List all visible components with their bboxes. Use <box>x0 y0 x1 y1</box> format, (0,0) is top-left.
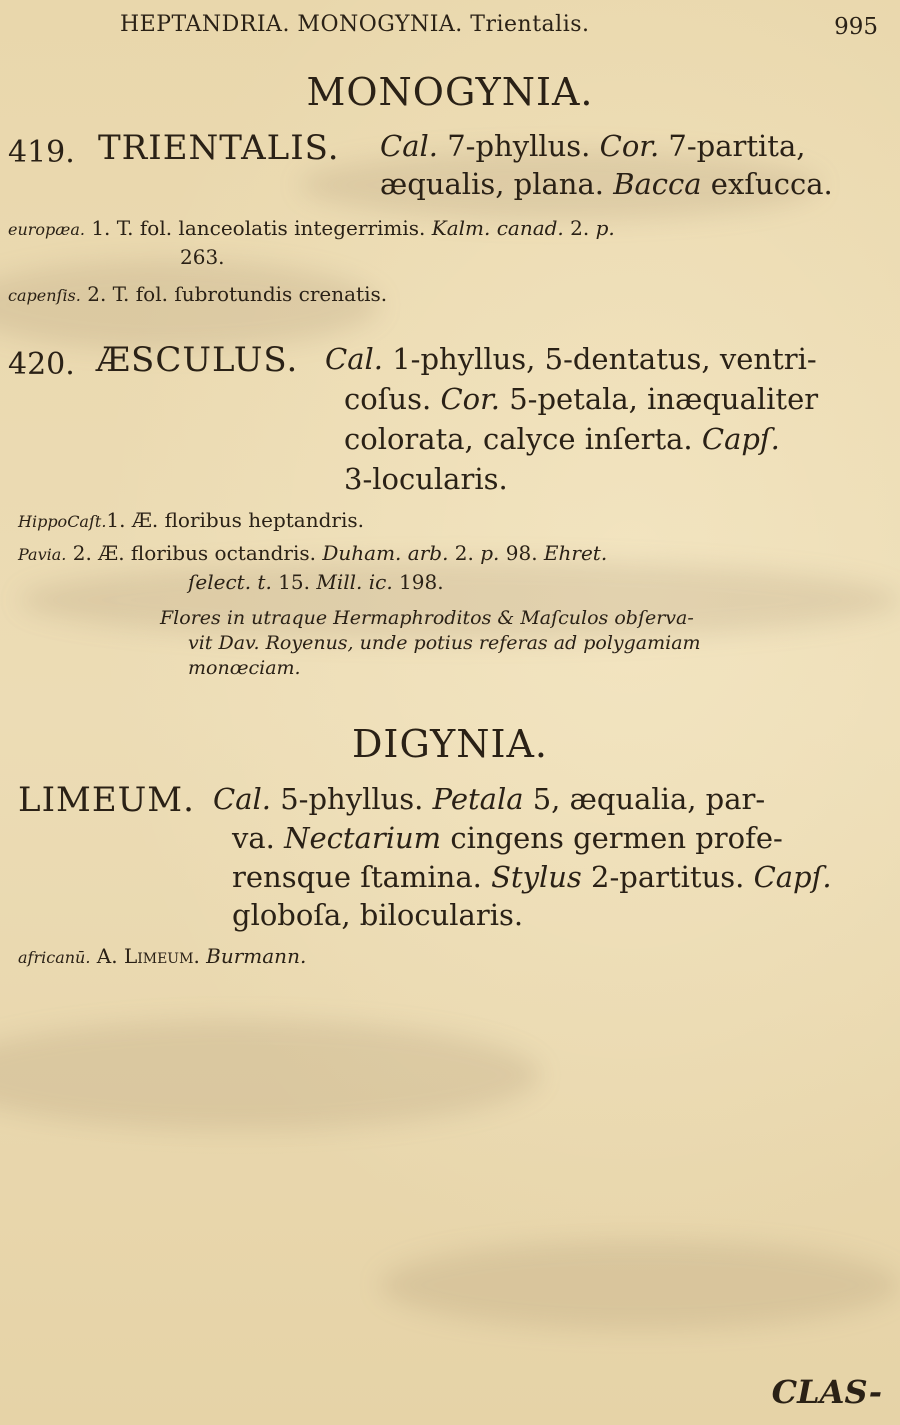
genus-trientalis: TRIENTALIS. <box>98 128 340 168</box>
aesculus-desc-line4: 3-locularis. <box>344 462 508 496</box>
aesculus-desc-line3: colorata, calyce inſerta. Capſ. <box>344 422 780 456</box>
species-hippocastanum: HippoCaſt.1. Æ. floribus heptandris. <box>18 508 364 532</box>
limeum-desc-line1: Cal. 5-phyllus. Petala 5, æqualia, par- <box>213 782 766 816</box>
paper-stain <box>0 1020 540 1130</box>
page-number: 995 <box>834 14 878 40</box>
section-title-monogynia: MONOGYNIA. <box>306 70 594 114</box>
catchword: CLAS- <box>771 1373 882 1411</box>
aesculus-desc-line1: Cal. 1-phyllus, 5-dentatus, ventri- <box>325 342 817 376</box>
aesculus-note-line1: Flores in utraque Hermaphroditos & Maſculos obſerva- <box>160 607 694 629</box>
section-title-digynia: DIGYNIA. <box>351 722 549 766</box>
trientalis-desc-line1: Cal. 7-phyllus. Cor. 7-partita, <box>380 129 806 163</box>
genus-aesculus: ÆSCULUS. <box>96 340 299 380</box>
running-header: HEPTANDRIA. MONOGYNIA. Trientalis. <box>120 12 590 37</box>
aesculus-note-line3: monœciam. <box>188 657 301 679</box>
species-pavia-continuation: ſelect. t. 15. Mill. ic. 198. <box>188 570 444 594</box>
limeum-desc-line4: globoſa, bilocularis. <box>232 898 524 932</box>
entry-number-419: 419. <box>8 135 75 170</box>
limeum-desc-line3: rensque ſtamina. Stylus 2-partitus. Capſ. <box>232 860 832 894</box>
species-pavia: Pavia. 2. Æ. floribus octandris. Duham. arb. 2. p. 98. Ehret. <box>18 541 608 565</box>
species-africanum: africanū. A. Limeum. Burmann. <box>18 944 307 968</box>
entry-number-420: 420. <box>8 347 75 382</box>
paper-stain <box>380 1240 900 1330</box>
species-capensis: capenſis. 2. T. fol. ſubrotundis crenatis. <box>8 282 388 306</box>
aesculus-desc-line2: coſus. Cor. 5-petala, inæqualiter <box>344 382 819 416</box>
trientalis-desc-line2: æqualis, plana. Bacca exſucca. <box>380 167 833 201</box>
species-europaea-continuation: 263. <box>180 245 225 269</box>
species-europaea: europæa. 1. T. fol. lanceolatis integerrimis. Kalm. canad. 2. p. <box>8 216 615 240</box>
limeum-desc-line2: va. Nectarium cingens germen profe- <box>232 821 783 855</box>
aesculus-note-line2: vit Dav. Royenus, unde potius referas ad polygamiam <box>188 632 701 654</box>
genus-limeum: LIMEUM. <box>18 780 195 820</box>
